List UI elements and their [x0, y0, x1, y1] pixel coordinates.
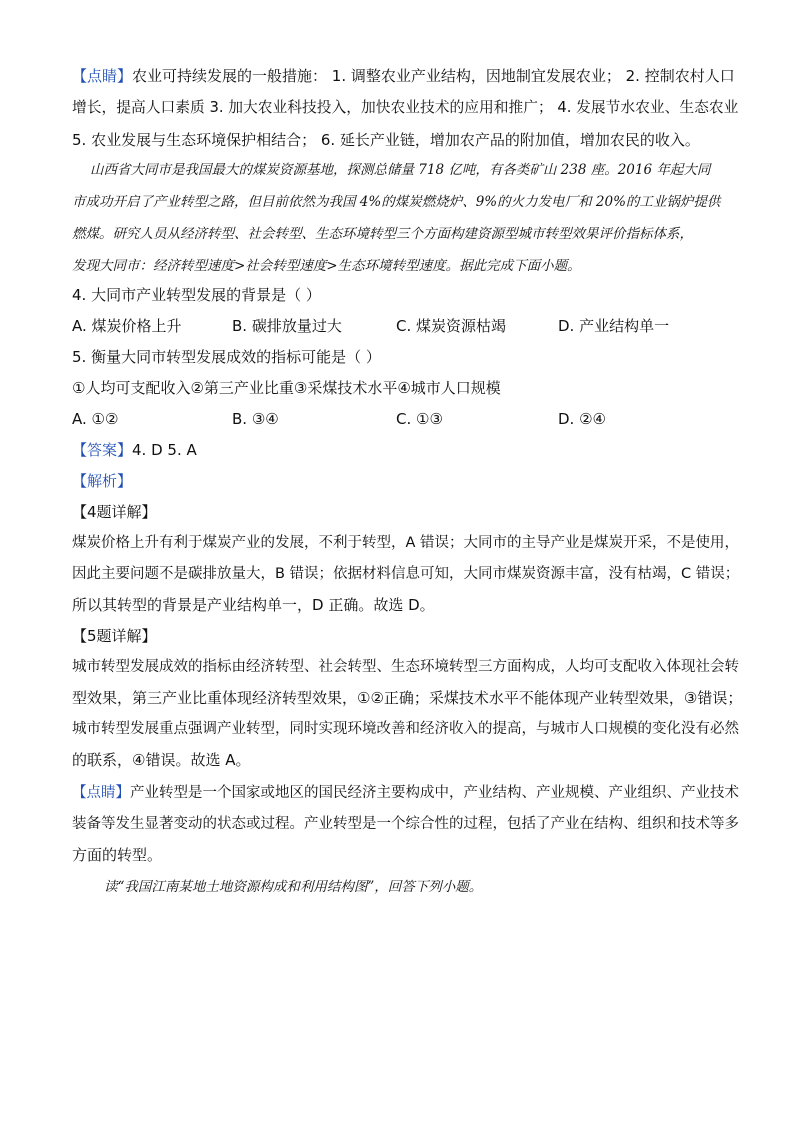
q5-option-c: C. ①③ — [396, 410, 443, 428]
passage2-line1: 读“我国江南某地土地资源构成和利用结构图”，回答下列小题。 — [104, 879, 483, 895]
detail5-line2: 型效果，第三产业比重体现经济转型效果，①②正确；采煤技术水平不能体现产业转型效果，③错误； — [72, 689, 743, 707]
detail5-heading: 【5题详解】 — [72, 627, 157, 645]
answer-line — [72, 440, 197, 460]
tip2-tag: 【点睛】 — [72, 785, 130, 801]
q4-option-a: A. 煤炭价格上升 — [72, 317, 182, 335]
passage1-line3: 燃煤。研究人员从经济转型、社会转型、生态环境转型三个方面构建资源型城市转型效果评价指标体系， — [72, 226, 693, 242]
answer-tag: 【答案】 — [72, 441, 133, 459]
tip1-line2: 增长，提高人口素质 3. 加大农业科技投入，加快农业技术的应用和推广； 4. 发展节水农业、生态农业 — [72, 99, 739, 116]
passage1-line2: 市成功开启了产业转型之路，但目前依然为我国 4%的煤炭燃烧炉、9%的火力发电厂和 20%的工业锅炉提供 — [72, 194, 721, 210]
passage1-line4: 发现大同市：经济转型速度>社会转型速度>生态环境转型速度。据此完成下面小题。 — [72, 258, 581, 274]
q5-option-d: D. ②④ — [558, 410, 606, 428]
q5-items: ①人均可支配收入②第三产业比重③采煤技术水平④城市人口规模 — [72, 379, 501, 397]
tip1-tag: 【点睛】 — [72, 67, 133, 85]
tip2-line1 — [72, 783, 739, 803]
tip1-line3: 5. 农业发展与生态环境保护相结合； 6. 延长产业链，增加农产品的附加值，增加农民的收入。 — [72, 131, 700, 149]
answer-text: 4. D 5. A — [132, 441, 197, 459]
detail4-heading: 【4题详解】 — [72, 503, 157, 521]
tip2-line3: 方面的转型。 — [72, 846, 163, 864]
detail4-line1: 煤炭价格上升有利于煤炭产业的发展，不利于转型，A 错误；大同市的主导产业是煤炭开采，不是使用， — [72, 535, 740, 551]
tip2-line2: 装备等发生显著变动的状态或过程。产业转型是一个综合性的过程，包括了产业在结构、组织和技术等多 — [72, 816, 739, 832]
detail4-line2: 因此主要问题不是碳排放量大，B 错误；依据材料信息可知，大同市煤炭资源丰富，没有枯竭，C 错误； — [72, 566, 740, 582]
passage1-line1: 山西省大同市是我国最大的煤炭资源基地，探测总储量 718 亿吨，有各类矿山 238 座。2016 年起大同 — [90, 162, 711, 178]
detail5-line4: 的联系，④错误。故选 A。 — [72, 751, 251, 769]
tip1-line1 — [72, 66, 735, 86]
q5-stem: 5. 衡量大同市转型发展成效的指标可能是（ ） — [72, 348, 381, 366]
detail4-line3: 所以其转型的背景是产业结构单一，D 正确。故选 D。 — [72, 596, 435, 614]
q4-option-b: B. 碳排放量过大 — [232, 317, 342, 335]
detail5-line1: 城市转型发展成效的指标由经济转型、社会转型、生态环境转型三方面构成，人均可支配收入体现社会转 — [72, 659, 739, 675]
analysis-tag: 【解析】 — [72, 472, 133, 490]
tip1-text1: 农业可持续发展的一般措施： 1. 调整农业产业结构，因地制宜发展农业； 2. 控制农村人口 — [132, 67, 735, 85]
q4-stem: 4. 大同市产业转型发展的背景是（ ） — [72, 286, 321, 304]
q5-option-b: B. ③④ — [232, 410, 279, 428]
q4-option-c: C. 煤炭资源枯竭 — [396, 317, 507, 335]
detail5-line3: 城市转型发展重点强调产业转型，同时实现环境改善和经济收入的提高，与城市人口规模的变化没有必然 — [72, 721, 739, 737]
q4-option-d: D. 产业结构单一 — [558, 317, 670, 335]
tip2-text1: 产业转型是一个国家或地区的国民经济主要构成中，产业结构、产业规模、产业组织、产业技术 — [130, 785, 739, 801]
q5-option-a: A. ①② — [72, 410, 119, 428]
